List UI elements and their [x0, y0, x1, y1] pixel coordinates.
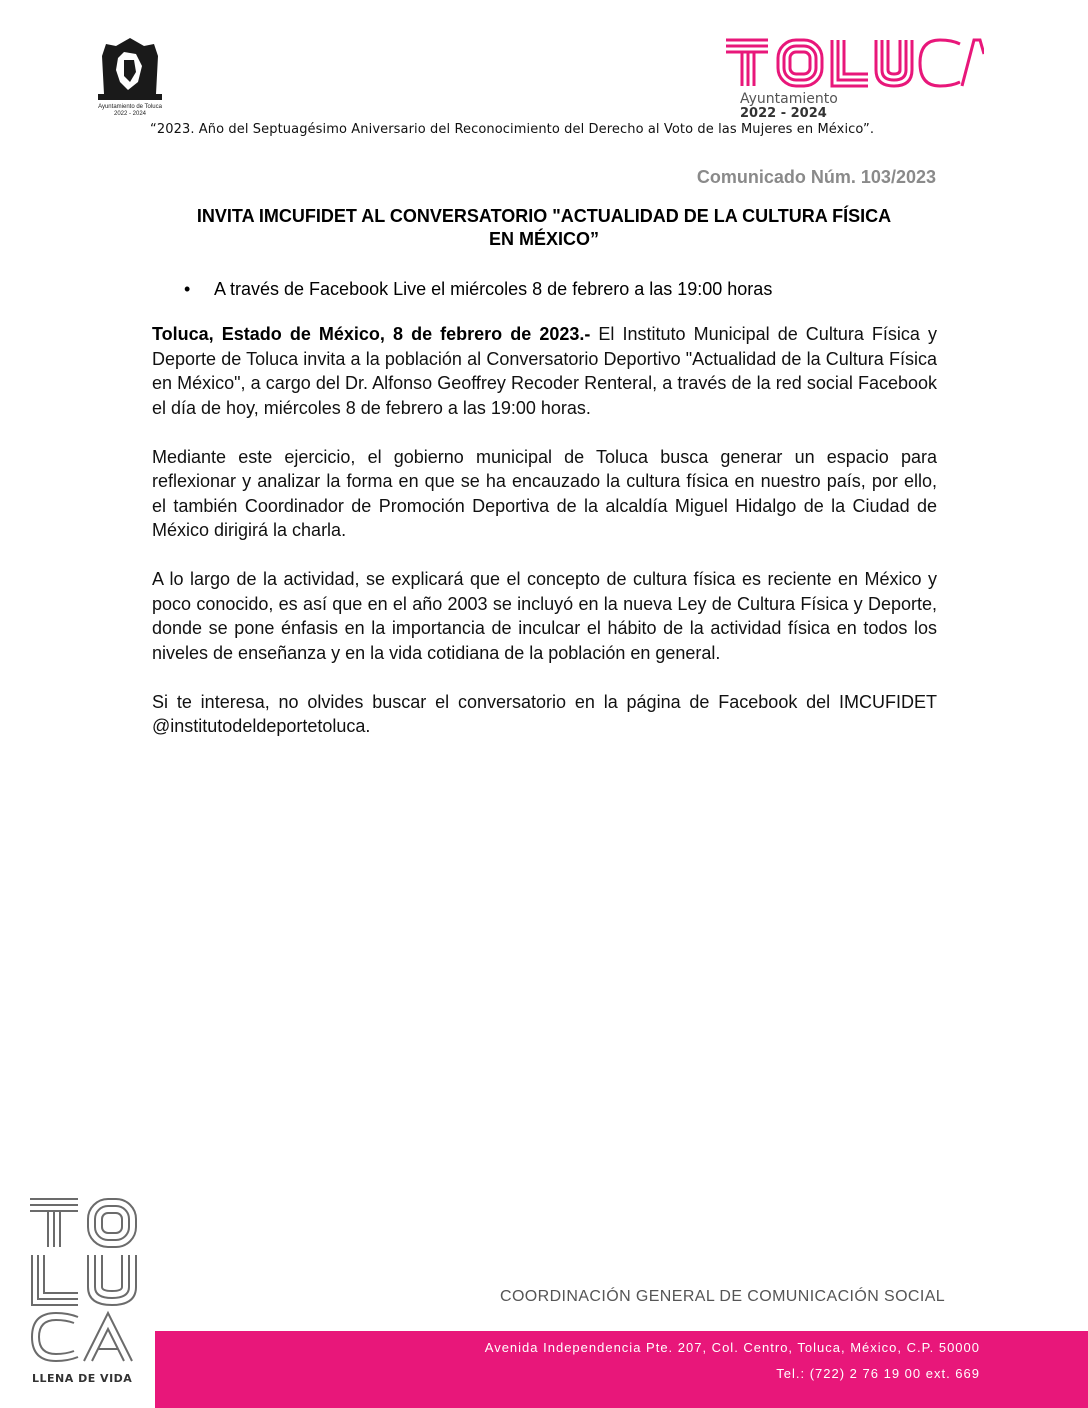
footer-toluca-logo	[28, 1195, 142, 1367]
title-line1: INVITA IMCUFIDET AL CONVERSATORIO "ACTUALIDAD DE LA CULTURA FÍSICA	[196, 206, 892, 226]
paragraph-2: Mediante este ejercicio, el gobierno municipal de Toluca busca generar un espacio para reflexionar y analizar la forma en que se ha encauzado la cultura física en nuestro país, por ello, el también Coordinador de Promoción Deportiva de la alcaldía Miguel Hidalgo de la Ciudad de México dirigirá la charla.	[152, 446, 937, 540]
footer-tagline: LLENA DE VIDA	[32, 1372, 133, 1385]
paragraph-3: A lo largo de la actividad, se explicará que el concepto de cultura física es reciente en México y poco conocido, es así que en el año 2003 se incluyó en la nueva Ley de Cultura Física y Deporte, donde se pone énfasis en la importancia de inculcar el hábito de la actividad física en todos los niveles de enseñanza y en la vida cotidiana de la población en general.	[152, 569, 937, 663]
dateline: Toluca, Estado de México, 8 de febrero de 2023.-	[152, 324, 591, 344]
logo-subtitle: Ayuntamiento	[740, 91, 838, 107]
coordination-label: COORDINACIÓN GENERAL DE COMUNICACIÓN SOCIAL	[500, 1288, 946, 1305]
logo-years: 2022 - 2024	[740, 106, 827, 121]
press-release-title	[152, 205, 936, 251]
body-text	[152, 322, 937, 763]
communique-number: Comunicado Núm. 103/2023	[696, 167, 936, 187]
footer-phone: Tel.: (722) 2 76 19 00 ext. 669	[776, 1366, 980, 1381]
year-motto: “2023. Año del Septuagésimo Aniversario del Reconocimiento del Derecho al Voto de las Mujeres en México”.	[150, 122, 875, 137]
summary-bullet	[184, 279, 772, 300]
seal-caption-line1: Ayuntamiento de Toluca	[98, 104, 162, 110]
paragraph-1	[152, 322, 937, 420]
paragraph-4: Si te interesa, no olvides buscar el conversatorio en la página de Facebook del IMCUFIDET @institutodeldeportetoluca.	[152, 691, 937, 736]
seal-caption-line2: 2022 - 2024	[113, 111, 147, 117]
paragraph-1-text: El Instituto Municipal de Cultura Física y Deporte de Toluca invita a la población al Conversatorio Deportivo "Actualidad de la Cultura Física en México", a cargo del Dr. Alfonso Geoffrey Recoder Renteral, a través de la red social Facebook el día de hoy, miércoles 8 de febrero a las 19:00 horas.	[152, 324, 937, 418]
footer-address: Avenida Independencia Pte. 207, Col. Centro, Toluca, México, C.P. 50000	[484, 1340, 980, 1355]
bullet-text: A través de Facebook Live el miércoles 8 de febrero a las 19:00 horas	[214, 279, 773, 299]
toluca-logo	[722, 36, 984, 90]
bullet-dot-icon: •	[184, 279, 191, 299]
seal-caption	[84, 104, 176, 118]
title-line2: EN MÉXICO”	[488, 229, 599, 249]
